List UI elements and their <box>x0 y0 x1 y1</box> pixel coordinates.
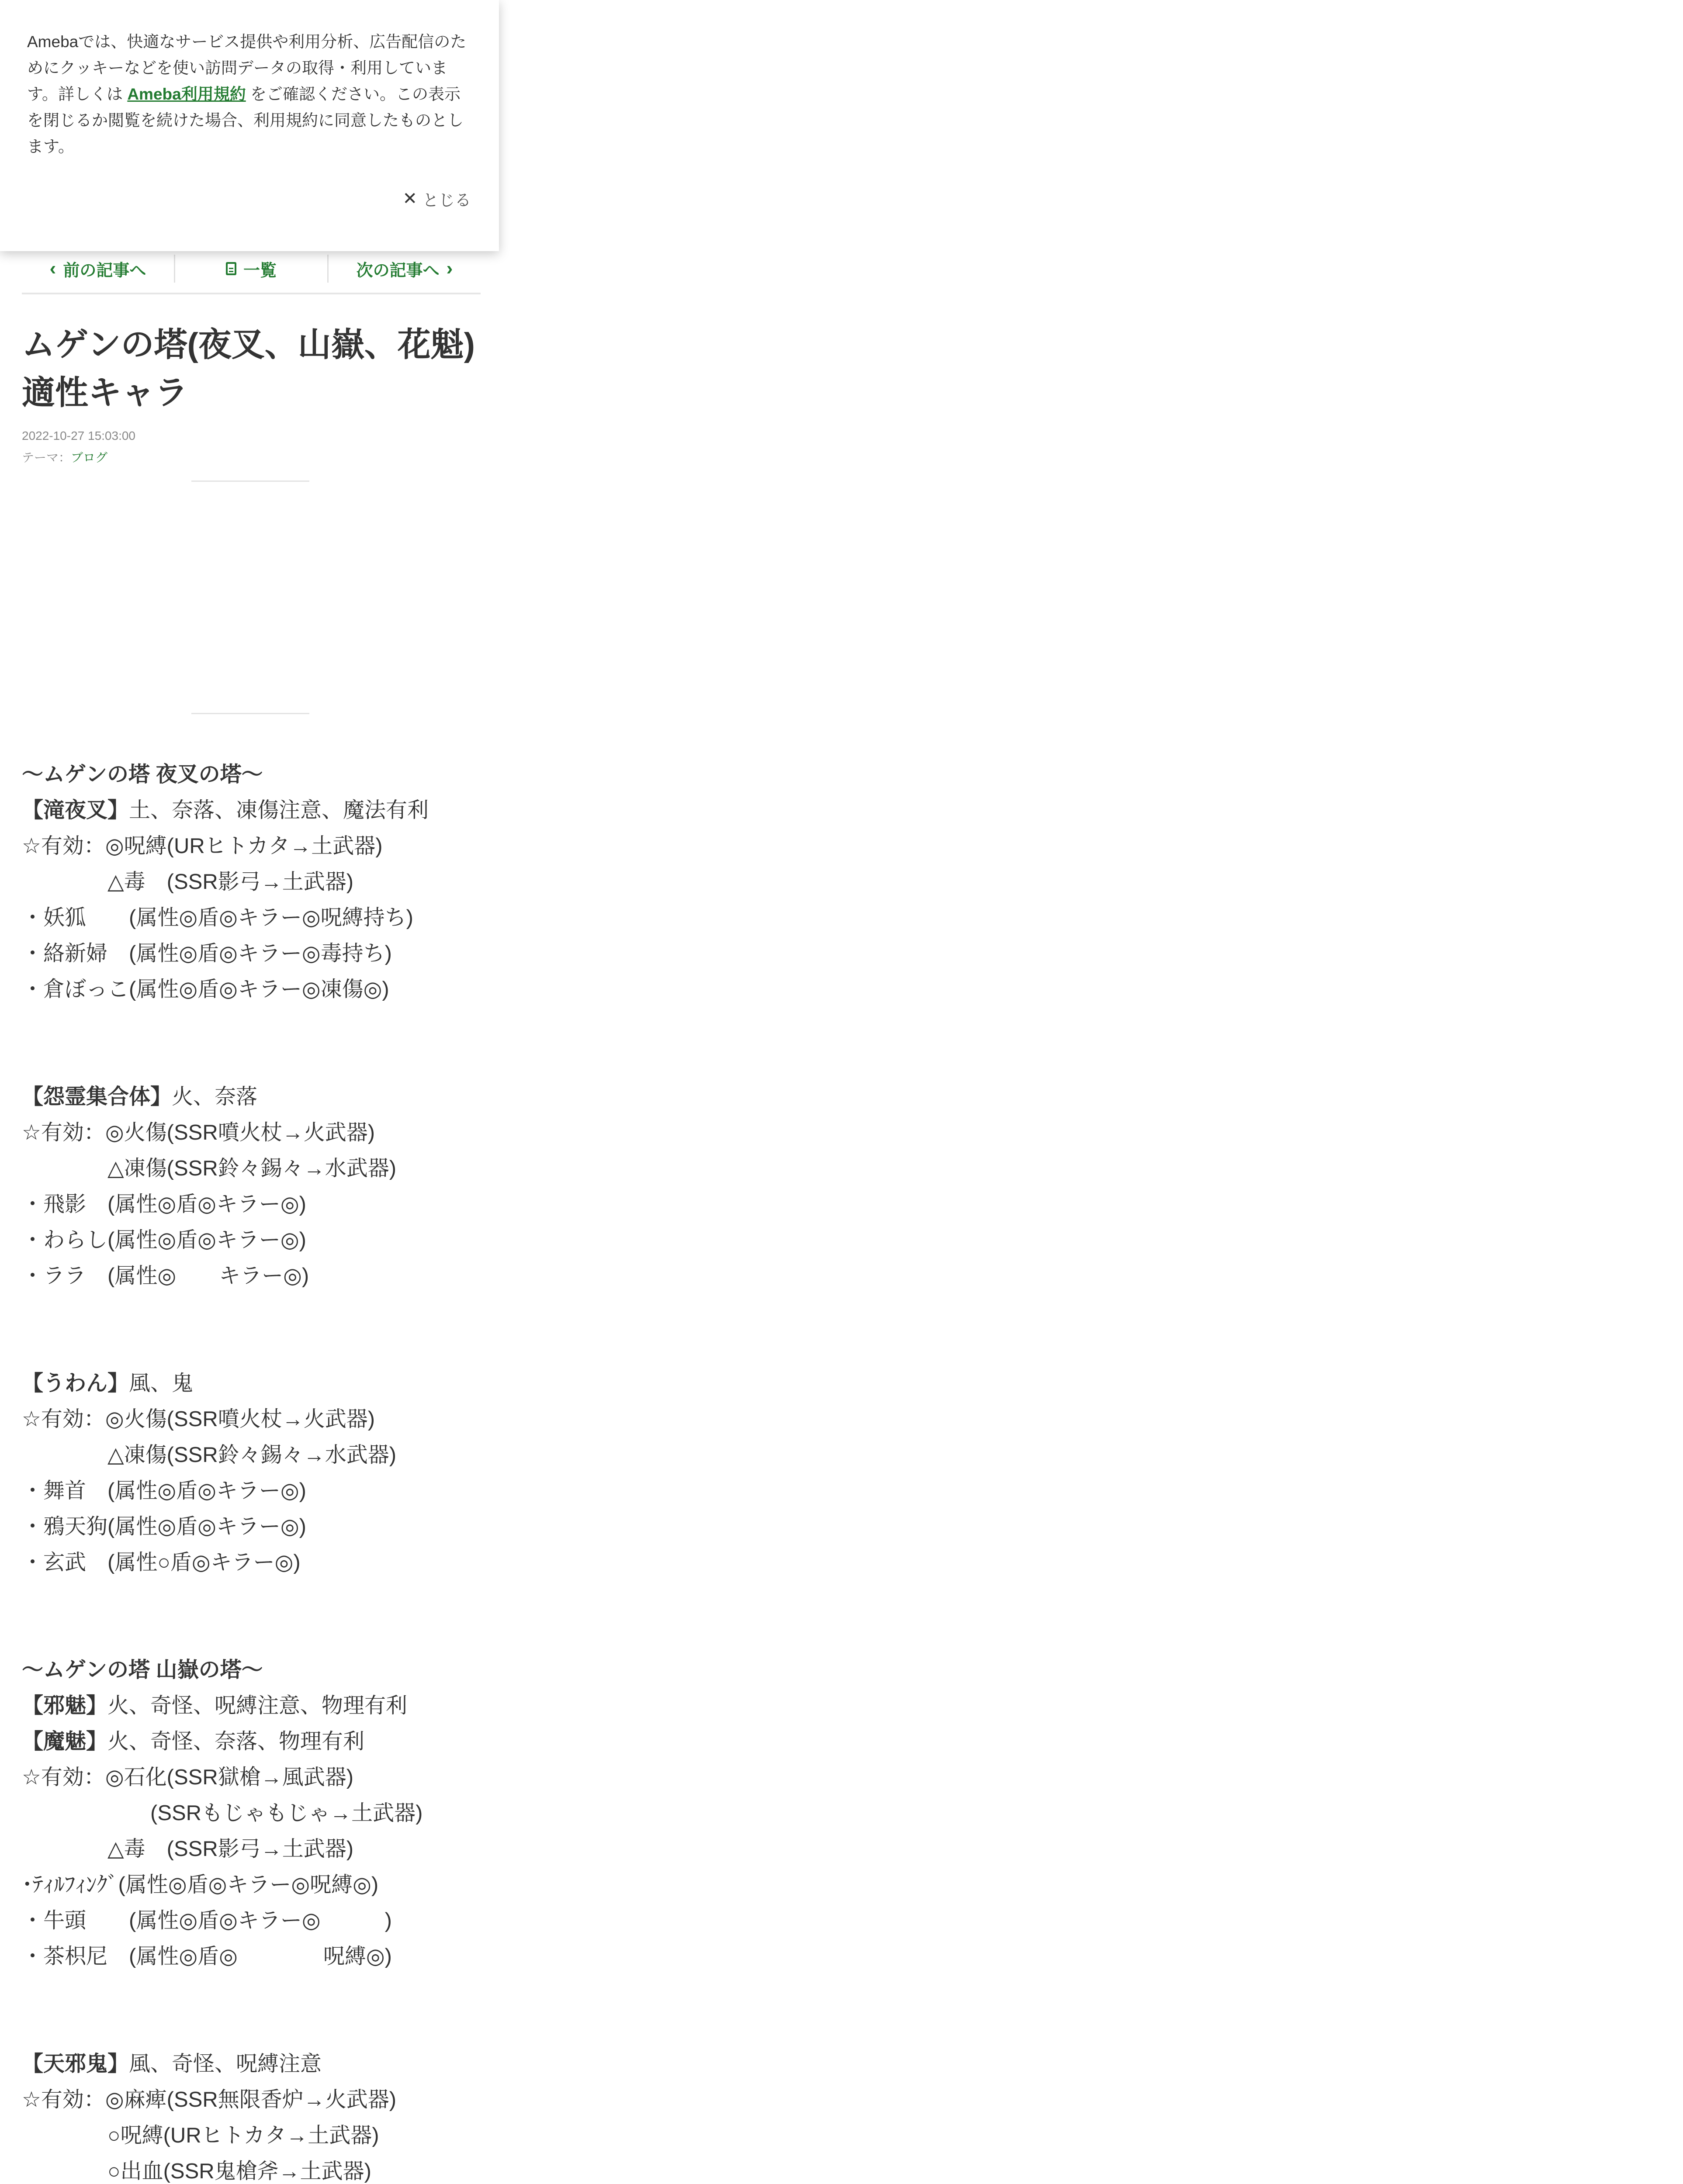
body-line <box>22 1365 494 1401</box>
body-line <box>22 1688 494 1724</box>
body-line-text: ・舞首 (属性◎盾◎キラー◎) <box>22 1479 306 1503</box>
body-line <box>22 2118 494 2153</box>
body-line <box>22 1473 494 1509</box>
body-line-text: ・茶枳尼 (属性◎盾◎ 呪縛◎) <box>22 1945 392 1968</box>
body-line-text: 火、奇怪、呪縛注意、物理有利 <box>107 1694 408 1717</box>
ad-divider-top <box>191 480 309 482</box>
body-line-text: ☆有効：◎火傷(SSR噴火杖→火武器) <box>22 1407 375 1431</box>
body-line-heading: 【滝夜叉】 <box>22 798 129 822</box>
body-line-text: ☆有効：◎火傷(SSR噴火杖→火武器) <box>22 1121 375 1144</box>
theme-link[interactable]: ブログ <box>71 451 108 464</box>
body-line-text: 土、奈落、凍傷注意、魔法有利 <box>129 798 429 822</box>
prev-article-label: 前の記事へ <box>63 261 146 280</box>
article-navigation <box>22 245 481 294</box>
body-line <box>22 2082 494 2118</box>
body-line <box>22 1437 494 1473</box>
body-line <box>22 971 494 1007</box>
article-date: 2022-10-27 15:03:00 <box>22 429 135 442</box>
theme-label: テーマ： <box>22 451 71 464</box>
body-line <box>22 900 494 936</box>
body-line <box>22 936 494 971</box>
body-line-heading: ～ムゲンの塔 夜叉の塔～ <box>22 763 263 786</box>
body-line-text: ・飛影 (属性◎盾◎キラー◎) <box>22 1192 306 1216</box>
body-line <box>22 1831 494 1867</box>
body-line <box>22 1867 494 1903</box>
body-line-text: 風、奇怪、呪縛注意 <box>129 2052 322 2076</box>
cookie-close-label: とじる <box>422 191 471 209</box>
terms-link[interactable]: Ameba利用規約 <box>127 85 246 103</box>
body-line-text: △凍傷(SSR鈴々錫々→水武器) <box>22 1443 397 1467</box>
article-list-label: 一覧 <box>243 261 277 280</box>
body-line-text: ☆有効：◎麻痺(SSR無限香炉→火武器) <box>22 2088 397 2111</box>
body-line <box>22 864 494 900</box>
ad-divider-bottom <box>191 713 309 714</box>
body-line-text: ・倉ぼっこ(属性◎盾◎キラー◎凍傷◎) <box>22 978 389 1001</box>
body-line-text: ・牛頭 (属性◎盾◎キラー◎ ) <box>22 1909 392 1932</box>
body-line-text: (SSRもじゃもじゃ→土武器) <box>22 1801 423 1825</box>
body-line <box>22 828 494 864</box>
body-line <box>22 792 494 828</box>
body-line <box>22 1509 494 1545</box>
body-line <box>22 1795 494 1831</box>
body-line <box>22 757 494 792</box>
body-line-text: 火、奇怪、奈落、物理有利 <box>107 1730 365 1753</box>
body-line-text: ・ララ (属性◎ キラー◎) <box>22 1264 309 1288</box>
body-line-text: ・玄武 (属性○盾◎キラー◎) <box>22 1551 301 1574</box>
body-line-heading: 【怨霊集合体】 <box>22 1085 172 1109</box>
ad-slot <box>22 496 481 716</box>
body-line <box>22 1115 494 1151</box>
cookie-close-button[interactable] <box>402 187 471 211</box>
article-theme <box>22 448 107 466</box>
body-line-text: △凍傷(SSR鈴々錫々→水武器) <box>22 1157 397 1180</box>
body-line-heading: 【天邪鬼】 <box>22 2052 129 2076</box>
body-line-heading: 【邪魅】 <box>22 1694 108 1717</box>
paragraph-gap <box>22 1294 494 1365</box>
body-line-heading: ～ムゲンの塔 山嶽の塔～ <box>22 1658 263 1682</box>
next-article-label: 次の記事へ <box>356 261 440 280</box>
body-line-text: △毒 (SSR影弓→土武器) <box>22 870 354 894</box>
body-line-text: ☆有効：◎石化(SSR獄槍→風武器) <box>22 1766 354 1789</box>
body-line <box>22 1222 494 1258</box>
body-line-text: 火、奈落 <box>172 1085 258 1109</box>
paragraph-gap <box>22 1580 494 1652</box>
prev-article-link[interactable] <box>22 255 174 283</box>
body-line <box>22 1903 494 1939</box>
body-line <box>22 2046 494 2082</box>
body-line <box>22 2153 494 2184</box>
body-line-heading: 【魔魅】 <box>22 1730 108 1753</box>
body-line <box>22 1186 494 1222</box>
body-line <box>22 1401 494 1437</box>
body-line-text: ・わらし(属性◎盾◎キラー◎) <box>22 1228 306 1252</box>
body-line-text: ☆有効：◎呪縛(URヒトカタ→土武器) <box>22 834 383 858</box>
article-body <box>22 757 494 2184</box>
body-line-text: ○出血(SSR鬼槍斧→土武器) <box>22 2160 371 2183</box>
document-icon <box>226 262 236 275</box>
body-line-text: ･ﾃｨﾙﾌｨﾝｸﾞ(属性◎盾◎キラー◎呪縛◎) <box>22 1873 379 1897</box>
chevron-left-icon: ‹ <box>49 258 56 279</box>
body-line <box>22 1079 494 1115</box>
cookie-message <box>27 29 471 160</box>
body-line <box>22 1258 494 1294</box>
article-list-link[interactable] <box>174 255 327 283</box>
body-line-text: ○呪縛(URヒトカタ→土武器) <box>22 2124 379 2147</box>
article-title: ムゲンの塔(夜叉、山嶽、花魁)適性キャラ <box>22 326 475 411</box>
cookie-message-text-2: をご確認ください。この表示を閉じるか閲覧を続けた場合、利用規約に同意したものとします。 <box>27 85 464 156</box>
body-line <box>22 1724 494 1759</box>
body-line-text: ・鴉天狗(属性◎盾◎キラー◎) <box>22 1515 306 1538</box>
body-line <box>22 1939 494 1974</box>
paragraph-gap <box>22 1974 494 2046</box>
body-line <box>22 1652 494 1688</box>
cookie-message-text: Amebaでは、快適なサービス提供や利用分析、広告配信のためにクッキーなどを使い訪問データの取得・利用しています。詳しくは <box>27 33 467 103</box>
body-line <box>22 1545 494 1580</box>
body-line-text: ・絡新婦 (属性◎盾◎キラー◎毒持ち) <box>22 942 392 965</box>
body-line-text: △毒 (SSR影弓→土武器) <box>22 1837 354 1861</box>
body-line <box>22 1759 494 1795</box>
body-line-text: ・妖狐 (属性◎盾◎キラー◎呪縛持ち) <box>22 906 413 930</box>
body-line <box>22 1151 494 1186</box>
body-line-heading: 【うわん】 <box>22 1372 129 1395</box>
body-line-text: 風、鬼 <box>129 1372 194 1395</box>
next-article-link[interactable] <box>327 255 481 283</box>
cookie-consent-banner <box>0 0 499 251</box>
paragraph-gap <box>22 1007 494 1079</box>
chevron-right-icon: › <box>446 258 453 279</box>
close-icon: ✕ <box>402 189 417 208</box>
